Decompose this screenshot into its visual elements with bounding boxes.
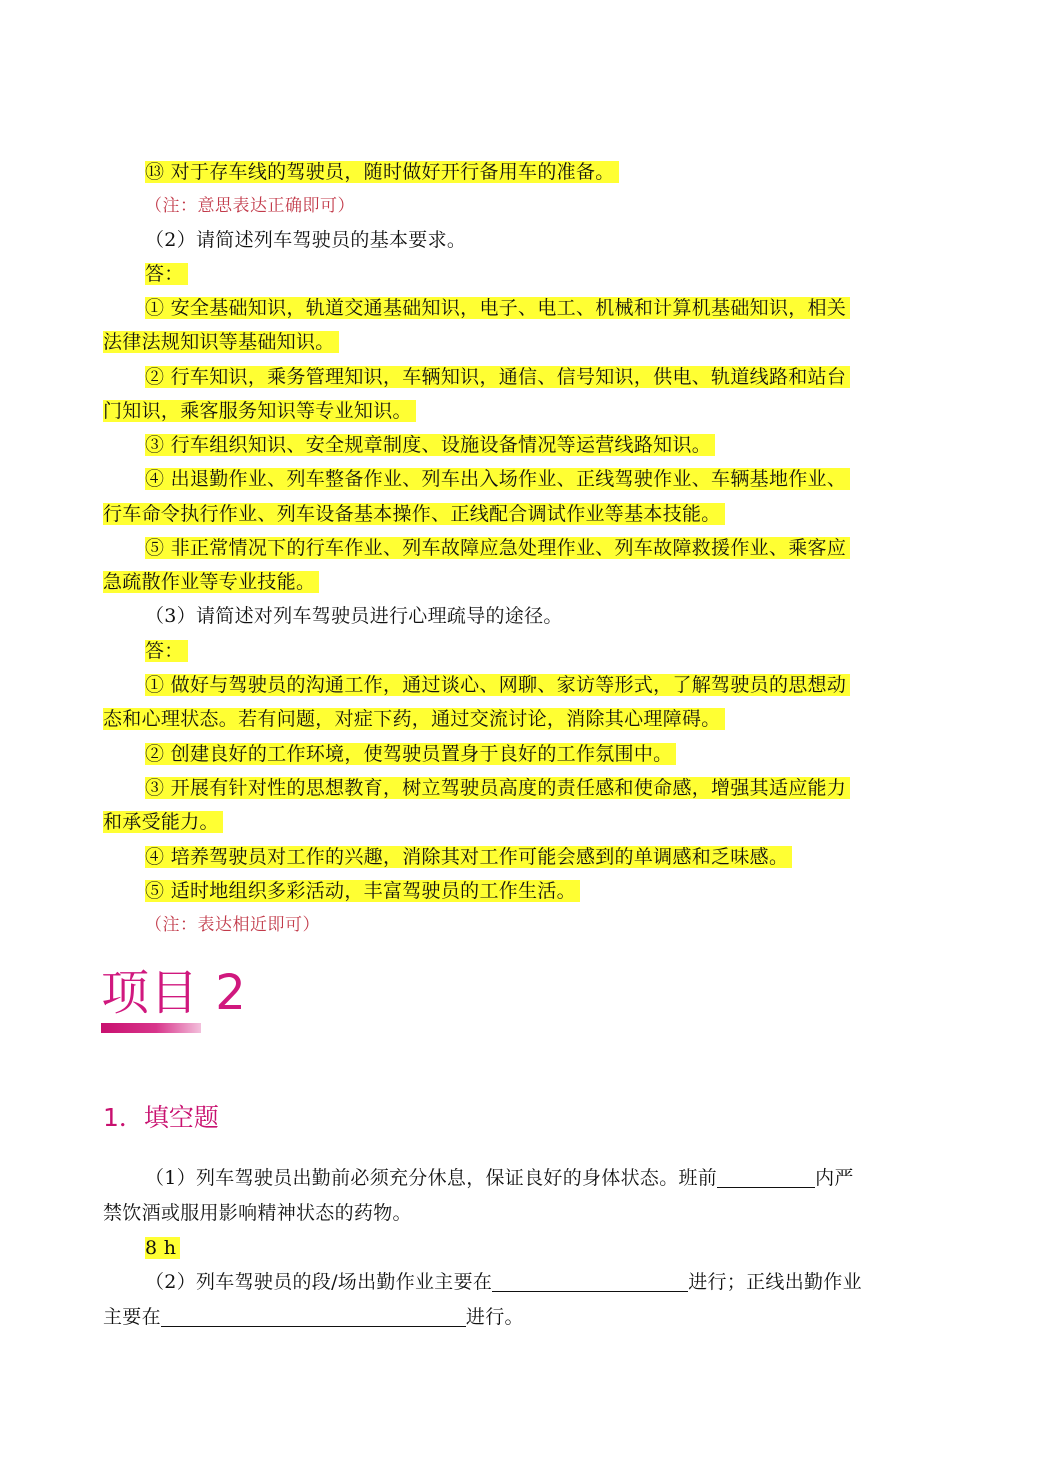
- answer-item-line: 急疏散作业等专业技能。: [103, 565, 915, 599]
- answer-item-line: 法律法规知识等基础知识。: [103, 325, 915, 359]
- question-2: （2）请简述列车驾驶员的基本要求。: [145, 229, 467, 251]
- answer-label: 答：: [145, 634, 915, 668]
- fill-question-2: （2）列车驾驶员的段/场出勤作业主要在 进行；正线出勤作业: [145, 1271, 862, 1293]
- fill-question-1: （1）列车驾驶员出勤前必须充分休息，保证良好的身体状态。班前 内严: [145, 1167, 854, 1189]
- answer-label: 答：: [145, 257, 915, 291]
- fill-question-2-cont: 主要在 进行。: [103, 1306, 524, 1328]
- fill-question-1-cont: 禁饮酒或服用影响精神状态的药物。: [103, 1202, 412, 1224]
- answer-item-line: ⑤ 适时地组织多彩活动，丰富驾驶员的工作生活。: [145, 874, 915, 908]
- answer-item-line: ① 安全基础知识，轨道交通基础知识，电子、电工、机械和计算机基础知识，相关: [145, 291, 915, 325]
- answer-item-line: ③ 行车组织知识、安全规章制度、设施设备情况等运营线路知识。: [145, 428, 915, 462]
- answer-item-13: ⑬ 对于存车线的驾驶员，随时做好开行备用车的准备。: [145, 155, 915, 189]
- answer-item-line: ② 创建良好的工作环境，使驾驶员置身于良好的工作氛围中。: [145, 737, 915, 771]
- note-text: （注：意思表达正确即可）: [145, 196, 355, 216]
- answer-item-line: ④ 出退勤作业、列车整备作业、列车出入场作业、正线驾驶作业、车辆基地作业、: [145, 462, 915, 496]
- title-underline-bar: [101, 1023, 201, 1033]
- fill-blank[interactable]: [717, 1165, 815, 1188]
- fill-answer: 8 h: [145, 1231, 915, 1265]
- project-title: 项目 2: [101, 965, 247, 1021]
- answer-item-line: 行车命令执行作业、列车设备基本操作、正线配合调试作业等基本技能。: [103, 497, 915, 531]
- answer-item-line: 态和心理状态。若有问题，对症下药，通过交流讨论，消除其心理障碍。: [103, 702, 915, 736]
- note-text: （注：表达相近即可）: [145, 915, 320, 935]
- section-heading: 1．填空题: [103, 1103, 219, 1132]
- answer-item-line: ③ 开展有针对性的思想教育，树立驾驶员高度的责任感和使命感，增强其适应能力: [145, 771, 915, 805]
- question-3: （3）请简述对列车驾驶员进行心理疏导的途径。: [145, 605, 563, 627]
- fill-blank[interactable]: [161, 1304, 466, 1327]
- answer-item-line: 门知识，乘客服务知识等专业知识。: [103, 394, 915, 428]
- answer-item-line: ⑤ 非正常情况下的行车作业、列车故障应急处理作业、列车故障救援作业、乘客应: [145, 531, 915, 565]
- answer-item-line: 和承受能力。: [103, 805, 915, 839]
- answer-item-line: ④ 培养驾驶员对工作的兴趣，消除其对工作可能会感到的单调感和乏味感。: [145, 840, 915, 874]
- answer-item-line: ① 做好与驾驶员的沟通工作，通过谈心、网聊、家访等形式，了解驾驶员的思想动: [145, 668, 915, 702]
- fill-blank[interactable]: [492, 1269, 688, 1292]
- answer-item-line: ② 行车知识，乘务管理知识，车辆知识，通信、信号知识，供电、轨道线路和站台: [145, 360, 915, 394]
